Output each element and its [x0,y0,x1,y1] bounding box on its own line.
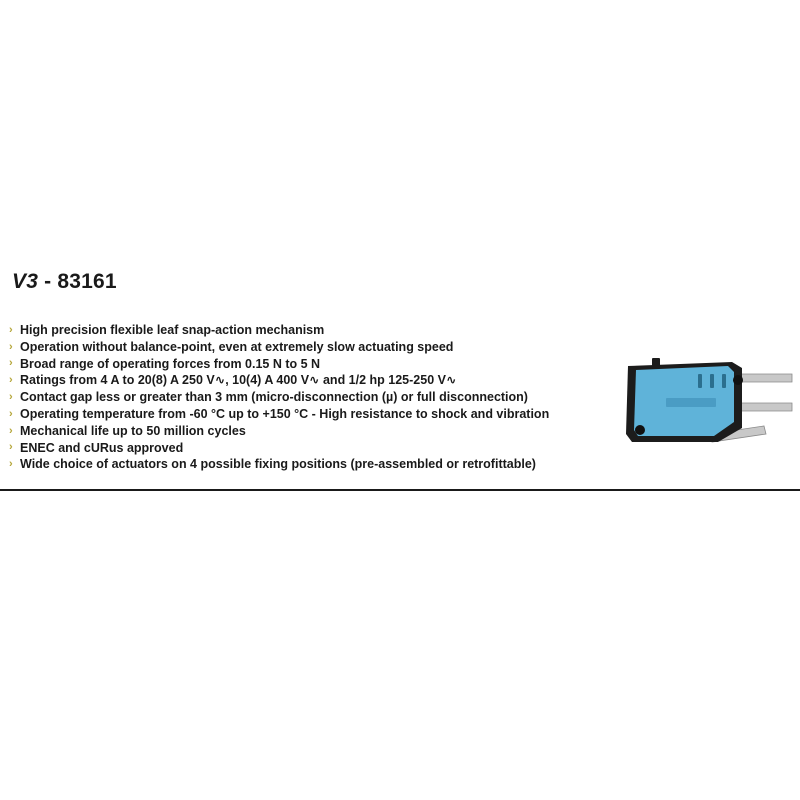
product-title [12,270,117,294]
chevron-right-icon: › [9,391,13,404]
feature-text: Ratings from 4 A to 20(8) A 250 V∿, 10(4) A 400 V∿ and 1/2 hp 125-250 V∿ [20,373,457,388]
feature-item [9,372,549,389]
feature-item [9,339,549,356]
feature-item [9,423,549,440]
feature-item [9,322,549,339]
feature-list [9,322,549,473]
feature-item [9,406,549,423]
feature-text: Wide choice of actuators on 4 possible fixing positions (pre-assembled or retrofittable) [20,457,536,472]
chevron-right-icon: › [9,441,13,454]
microswitch-image [614,350,800,450]
feature-item [9,456,549,473]
chevron-right-icon: › [9,340,13,353]
feature-text: High precision flexible leaf snap-action mechanism [20,323,325,337]
feature-text: Broad range of operating forces from 0.15 N to 5 N [20,356,321,371]
feature-item [9,440,549,457]
chevron-right-icon: › [9,323,13,336]
chevron-right-icon: › [9,407,13,420]
feature-text: Operating temperature from -60 °C up to +150 °C - High resistance to shock and vibration [20,406,550,421]
feature-text: Operation without balance-point, even at extremely slow actuating speed [20,339,454,354]
section-divider [0,489,800,491]
product-part-number: 83161 [57,270,117,293]
title-separator: - [38,270,58,293]
chevron-right-icon: › [9,424,13,437]
feature-text: Mechanical life up to 50 million cycles [20,423,246,438]
feature-text: Contact gap less or greater than 3 mm (micro-disconnection (µ) or full disconnection) [20,390,528,405]
product-series: V3 [12,270,39,293]
chevron-right-icon: › [9,458,13,471]
feature-item [9,356,549,373]
feature-text: ENEC and cURus approved [20,440,184,455]
feature-item [9,389,549,406]
chevron-right-icon: › [9,357,13,370]
chevron-right-icon: › [9,374,13,387]
